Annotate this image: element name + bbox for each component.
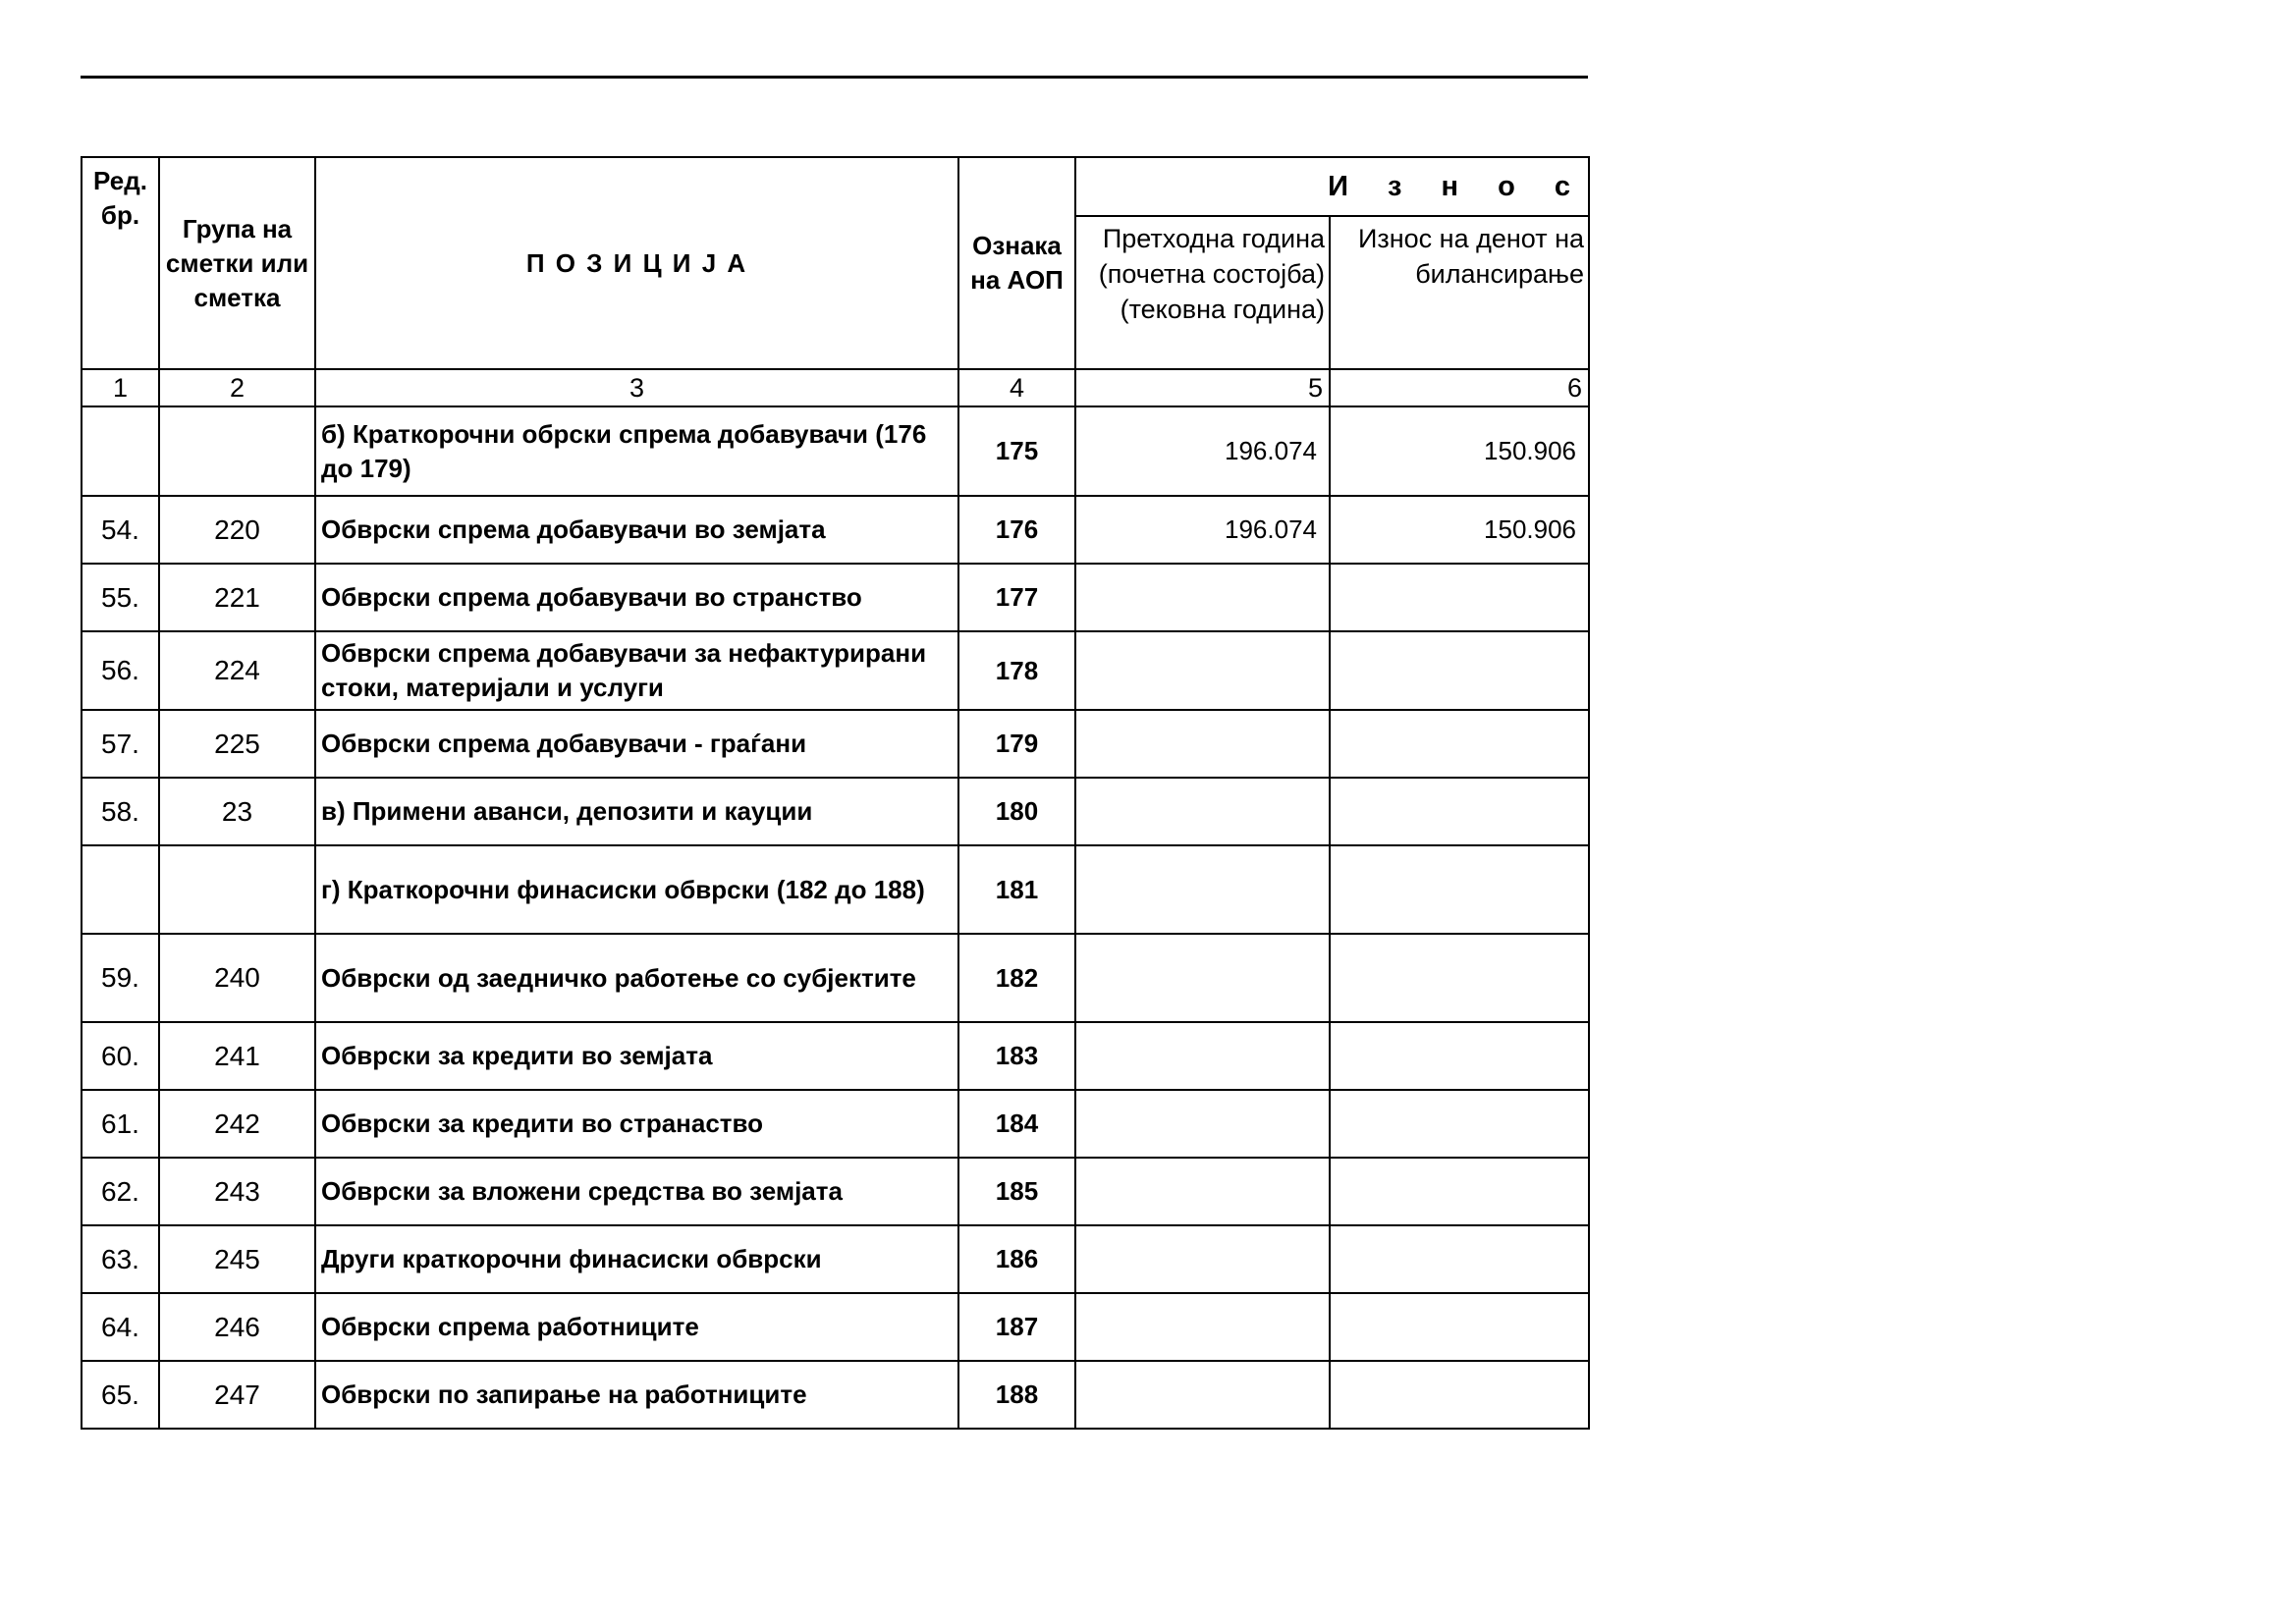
position-text: Други краткорочни финасиски обврски [315, 1225, 958, 1293]
header-balance-date: Износ на денот на билансирање [1330, 216, 1589, 369]
top-rule [81, 76, 1588, 79]
position-text: Обврски спрема добавувачи - граѓани [315, 710, 958, 778]
aop-code: 181 [958, 845, 1075, 934]
row-number: 57. [82, 710, 159, 778]
table-row [82, 406, 1589, 496]
header-position: П О З И Ц И Ј А [315, 157, 958, 369]
position-text: Обврски спрема добавувачи во странство [315, 564, 958, 631]
col-number: 1 [82, 369, 159, 406]
current-amount [1330, 710, 1589, 778]
current-amount [1330, 1090, 1589, 1158]
col-number: 2 [159, 369, 315, 406]
position-text: г) Краткорочни финасиски обврски (182 до 188) [315, 845, 958, 934]
current-amount [1330, 1022, 1589, 1090]
aop-code: 178 [958, 631, 1075, 710]
aop-code: 188 [958, 1361, 1075, 1429]
row-number: 64. [82, 1293, 159, 1361]
aop-code: 176 [958, 496, 1075, 564]
account-code: 243 [159, 1158, 315, 1225]
row-number: 56. [82, 631, 159, 710]
col-number: 6 [1330, 369, 1589, 406]
prev-year-amount: 196.074 [1075, 406, 1330, 496]
prev-year-amount [1075, 710, 1330, 778]
current-amount: 150.906 [1330, 406, 1589, 496]
aop-code: 186 [958, 1225, 1075, 1293]
aop-code: 184 [958, 1090, 1075, 1158]
table-row [82, 1293, 1589, 1361]
aop-code: 175 [958, 406, 1075, 496]
prev-year-amount [1075, 564, 1330, 631]
position-text: в) Примени аванси, депозити и кауции [315, 778, 958, 845]
position-text: б) Краткорочни обрски спрема добавувачи (176 до 179) [315, 406, 958, 496]
table-row [82, 845, 1589, 934]
table-row [82, 1225, 1589, 1293]
table-row [82, 564, 1589, 631]
current-amount [1330, 564, 1589, 631]
position-text: Обврски по запирање на работниците [315, 1361, 958, 1429]
account-code: 246 [159, 1293, 315, 1361]
row-number: 62. [82, 1158, 159, 1225]
table-row [82, 934, 1589, 1022]
column-number-row [82, 369, 1589, 406]
table-row [82, 1090, 1589, 1158]
current-amount [1330, 1361, 1589, 1429]
position-text: Обврски спрема добавувачи за нефактурирани стоки, материјали и услуги [315, 631, 958, 710]
current-amount [1330, 1293, 1589, 1361]
account-code: 241 [159, 1022, 315, 1090]
current-amount [1330, 934, 1589, 1022]
account-code [159, 845, 315, 934]
prev-year-amount [1075, 1225, 1330, 1293]
account-code: 245 [159, 1225, 315, 1293]
prev-year-amount [1075, 1022, 1330, 1090]
current-amount: 150.906 [1330, 496, 1589, 564]
aop-code: 177 [958, 564, 1075, 631]
account-code: 224 [159, 631, 315, 710]
position-text: Обврски за кредити во странаство [315, 1090, 958, 1158]
current-amount [1330, 1225, 1589, 1293]
current-amount [1330, 778, 1589, 845]
prev-year-amount [1075, 778, 1330, 845]
row-number: 59. [82, 934, 159, 1022]
table-row [82, 778, 1589, 845]
row-number: 58. [82, 778, 159, 845]
account-code [159, 406, 315, 496]
current-amount [1330, 631, 1589, 710]
aop-code: 185 [958, 1158, 1075, 1225]
prev-year-amount [1075, 845, 1330, 934]
header-prev-year: Претходна година (почетна состојба) (тековна година) [1075, 216, 1330, 369]
account-code: 242 [159, 1090, 315, 1158]
header-account-group: Група на сметки или сметка [159, 157, 315, 369]
prev-year-amount [1075, 1158, 1330, 1225]
row-number: 65. [82, 1361, 159, 1429]
table-row [82, 631, 1589, 710]
aop-code: 179 [958, 710, 1075, 778]
prev-year-amount: 196.074 [1075, 496, 1330, 564]
aop-code: 183 [958, 1022, 1075, 1090]
account-code: 247 [159, 1361, 315, 1429]
header-row [82, 157, 1589, 216]
position-text: Обврски спрема работниците [315, 1293, 958, 1361]
col-number: 3 [315, 369, 958, 406]
row-number: 54. [82, 496, 159, 564]
account-code: 221 [159, 564, 315, 631]
position-text: Обврски од заедничко работење со субјектите [315, 934, 958, 1022]
row-number: 55. [82, 564, 159, 631]
row-number [82, 406, 159, 496]
header-amount: И з н о с [1075, 157, 1589, 216]
aop-code: 180 [958, 778, 1075, 845]
position-text: Обврски за кредити во земјата [315, 1022, 958, 1090]
table-row [82, 1361, 1589, 1429]
col-number: 4 [958, 369, 1075, 406]
current-amount [1330, 1158, 1589, 1225]
current-amount [1330, 845, 1589, 934]
table-row [82, 1022, 1589, 1090]
table-row [82, 496, 1589, 564]
prev-year-amount [1075, 631, 1330, 710]
prev-year-amount [1075, 1090, 1330, 1158]
aop-code: 182 [958, 934, 1075, 1022]
col-number: 5 [1075, 369, 1330, 406]
account-code: 225 [159, 710, 315, 778]
row-number: 60. [82, 1022, 159, 1090]
account-code: 240 [159, 934, 315, 1022]
row-number [82, 845, 159, 934]
position-text: Обврски спрема добавувачи во земјата [315, 496, 958, 564]
row-number: 61. [82, 1090, 159, 1158]
table-row [82, 710, 1589, 778]
prev-year-amount [1075, 1361, 1330, 1429]
account-code: 220 [159, 496, 315, 564]
row-number: 63. [82, 1225, 159, 1293]
header-aop: Ознака на АОП [958, 157, 1075, 369]
balance-sheet-table [81, 156, 1590, 1430]
prev-year-amount [1075, 1293, 1330, 1361]
aop-code: 187 [958, 1293, 1075, 1361]
position-text: Обврски за вложени средства во земјата [315, 1158, 958, 1225]
table-row [82, 1158, 1589, 1225]
account-code: 23 [159, 778, 315, 845]
prev-year-amount [1075, 934, 1330, 1022]
header-row-no: Ред. бр. [82, 157, 159, 369]
